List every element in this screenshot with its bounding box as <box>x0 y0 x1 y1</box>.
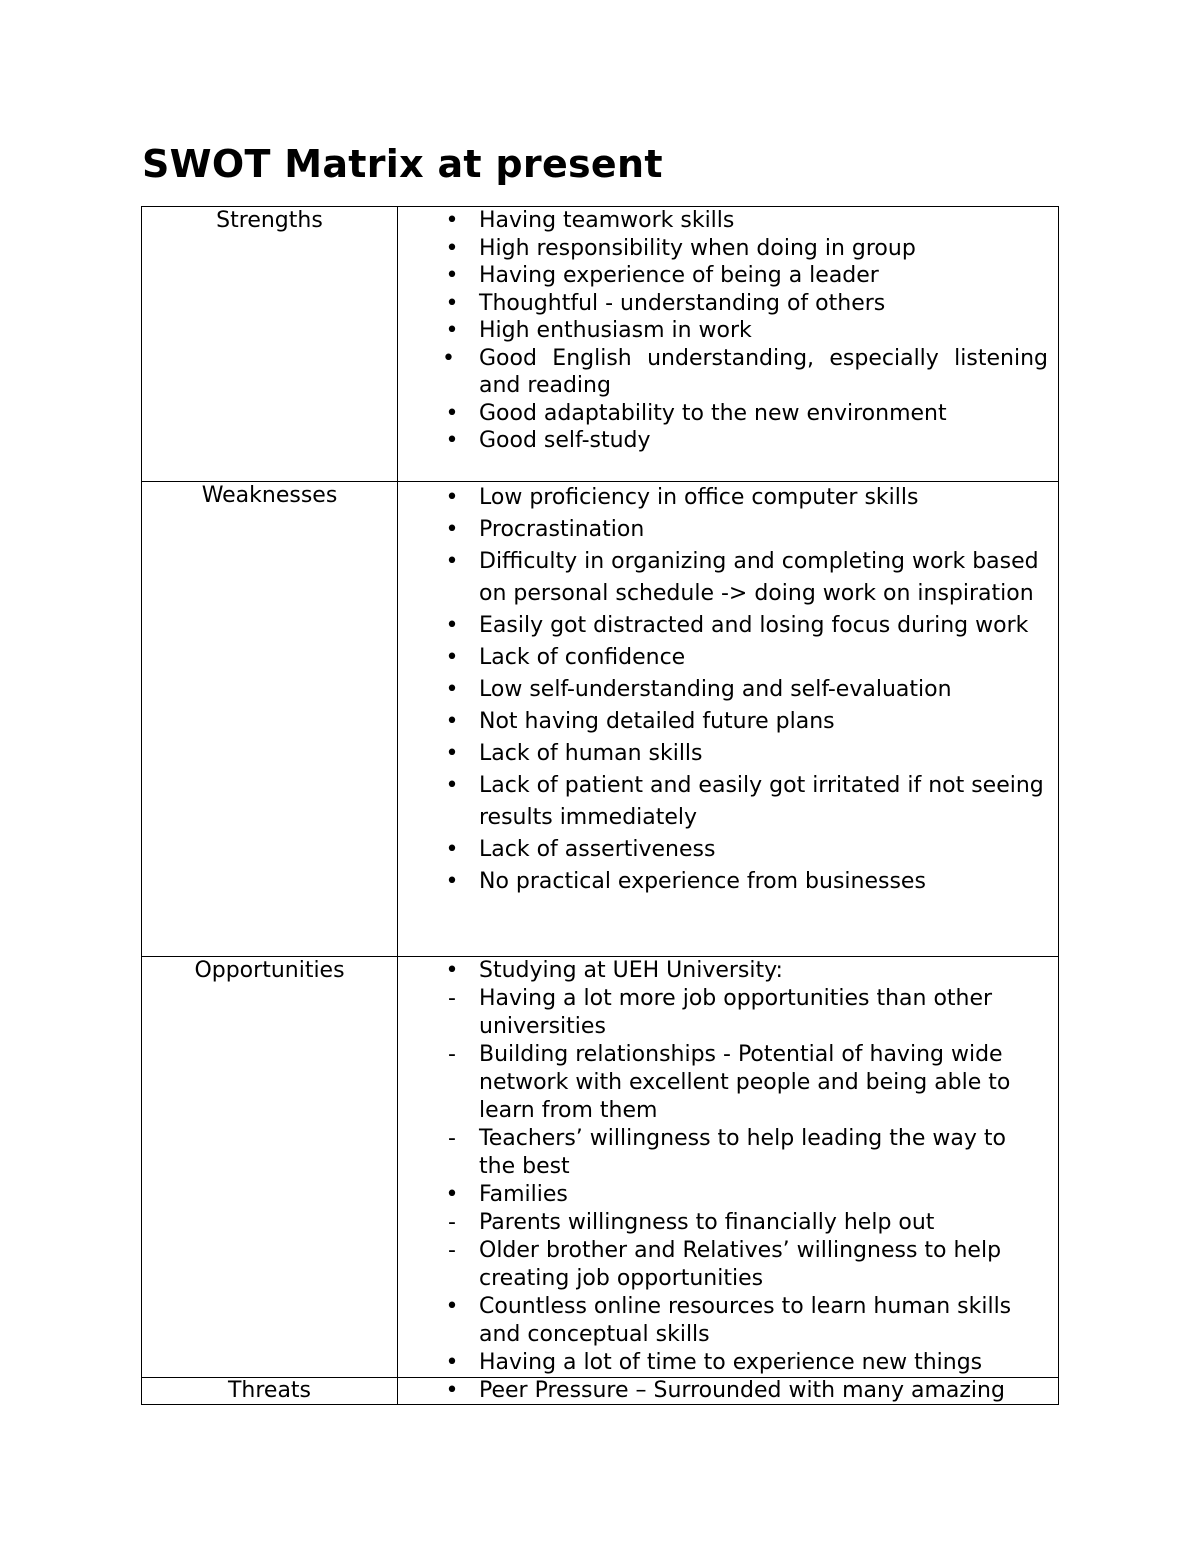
threats-row <box>142 1378 1059 1405</box>
bullet-marker: • <box>445 709 459 734</box>
bullet-marker: • <box>445 1182 459 1207</box>
bullet-marker: • <box>445 773 459 798</box>
list-item <box>398 317 1048 345</box>
item-text: Building relationships - Potential of having wide network with excellent people and being able to learn from them <box>479 1042 1011 1123</box>
item-text: High enthusiasm in work <box>479 318 752 343</box>
list-item <box>398 674 1048 706</box>
bullet-marker: • <box>445 645 459 670</box>
bullet-marker: • <box>445 235 459 261</box>
threats-label: Threats <box>142 1378 398 1405</box>
dash-marker: - <box>448 1042 456 1067</box>
list-item <box>398 957 1048 985</box>
item-text: Families <box>479 1182 568 1207</box>
opportunities-cell <box>398 957 1059 1378</box>
bullet-marker: • <box>445 549 459 574</box>
bullet-marker: • <box>445 741 459 766</box>
item-text: Good English understanding, especially listening and reading <box>479 345 1048 398</box>
bullet-marker: • <box>445 1294 459 1319</box>
dash-marker: - <box>448 1238 456 1263</box>
list-item <box>398 427 1048 455</box>
list-item <box>398 1041 1048 1125</box>
list-item <box>398 866 1048 898</box>
list-item <box>398 400 1048 428</box>
item-text: Good adaptability to the new environment <box>479 400 947 426</box>
list-item <box>398 262 1048 290</box>
list-item <box>398 985 1048 1041</box>
list-item <box>398 770 1048 834</box>
item-text: Not having detailed future plans <box>479 709 835 734</box>
list-item <box>398 1125 1048 1181</box>
dash-marker: - <box>448 986 456 1011</box>
opportunities-label: Opportunities <box>142 957 398 1378</box>
item-text: Older brother and Relatives’ willingness to help creating job opportunities <box>479 1238 1002 1291</box>
item-text: Low proficiency in office computer skills <box>479 485 919 510</box>
strengths-list <box>398 207 1048 455</box>
list-item <box>398 1349 1048 1377</box>
list-item <box>398 1209 1048 1237</box>
list-item <box>398 345 1048 400</box>
item-text: No practical experience from businesses <box>479 869 926 894</box>
item-text: Lack of patient and easily got irritated if not seeing results immediately <box>479 773 1044 830</box>
list-item <box>398 738 1048 770</box>
bullet-marker: • <box>445 837 459 862</box>
item-text: Having a lot more job opportunities than other universities <box>479 986 993 1039</box>
bullet-marker: • <box>445 517 459 542</box>
strengths-label: Strengths <box>142 207 398 482</box>
list-item <box>398 546 1048 610</box>
page-title: SWOT Matrix at present <box>142 142 663 186</box>
item-text: Low self-understanding and self-evaluation <box>479 677 952 702</box>
strengths-cell <box>398 207 1059 482</box>
list-item <box>398 1237 1048 1293</box>
bullet-marker: • <box>445 1350 459 1375</box>
threats-cell <box>398 1378 1059 1405</box>
weaknesses-cell <box>398 482 1059 957</box>
list-item <box>398 1378 1048 1404</box>
bullet-marker: • <box>445 485 459 510</box>
list-item <box>398 207 1048 235</box>
opportunities-list <box>398 957 1048 1377</box>
list-item <box>398 1293 1048 1349</box>
list-item <box>398 482 1048 514</box>
list-item <box>398 290 1048 318</box>
bullet-marker: • <box>445 290 459 316</box>
bullet-marker: • <box>445 869 459 894</box>
bullet-marker: • <box>445 263 459 288</box>
weaknesses-row <box>142 482 1059 957</box>
strengths-row <box>142 207 1059 482</box>
item-text: Peer Pressure – Surrounded with many amazing <box>479 1378 1005 1403</box>
opportunities-row <box>142 957 1059 1378</box>
weaknesses-label: Weaknesses <box>142 482 398 957</box>
bullet-marker: • <box>442 345 455 371</box>
threats-list <box>398 1378 1048 1404</box>
item-text: Having teamwork skills <box>479 208 735 233</box>
list-item <box>398 1181 1048 1209</box>
bullet-marker: • <box>445 318 459 343</box>
item-text: Thoughtful - understanding of others <box>479 290 886 316</box>
item-text: Difficulty in organizing and completing work based on personal schedule -> doing work on inspiration <box>479 549 1039 606</box>
list-item <box>398 706 1048 738</box>
item-text: Having experience of being a leader <box>479 263 879 288</box>
dash-marker: - <box>448 1210 456 1235</box>
list-item <box>398 834 1048 866</box>
item-text: Studying at UEH University: <box>479 958 783 983</box>
item-text: Lack of assertiveness <box>479 837 716 862</box>
item-text: Countless online resources to learn human skills and conceptual skills <box>479 1294 1012 1347</box>
bullet-marker: • <box>445 428 459 453</box>
bullet-marker: • <box>445 1378 459 1403</box>
item-text: Lack of confidence <box>479 645 686 670</box>
bullet-marker: • <box>445 958 459 983</box>
item-text: Good self-study <box>479 428 651 453</box>
item-text: High responsibility when doing in group <box>479 235 916 261</box>
item-text: Parents willingness to financially help out <box>479 1210 935 1235</box>
item-text: Procrastination <box>479 517 645 542</box>
dash-marker: - <box>448 1126 456 1151</box>
weaknesses-list <box>398 482 1048 898</box>
item-text: Easily got distracted and losing focus during work <box>479 613 1029 638</box>
list-item <box>398 235 1048 263</box>
item-text: Lack of human skills <box>479 741 703 766</box>
bullet-marker: • <box>445 400 459 426</box>
swot-table <box>141 206 1059 1405</box>
item-text: Teachers’ willingness to help leading the way to the best <box>479 1126 1006 1179</box>
list-item <box>398 642 1048 674</box>
bullet-marker: • <box>445 208 459 233</box>
list-item <box>398 514 1048 546</box>
bullet-marker: • <box>445 613 459 638</box>
list-item <box>398 610 1048 642</box>
item-text: Having a lot of time to experience new things <box>479 1350 983 1375</box>
bullet-marker: • <box>445 677 459 702</box>
